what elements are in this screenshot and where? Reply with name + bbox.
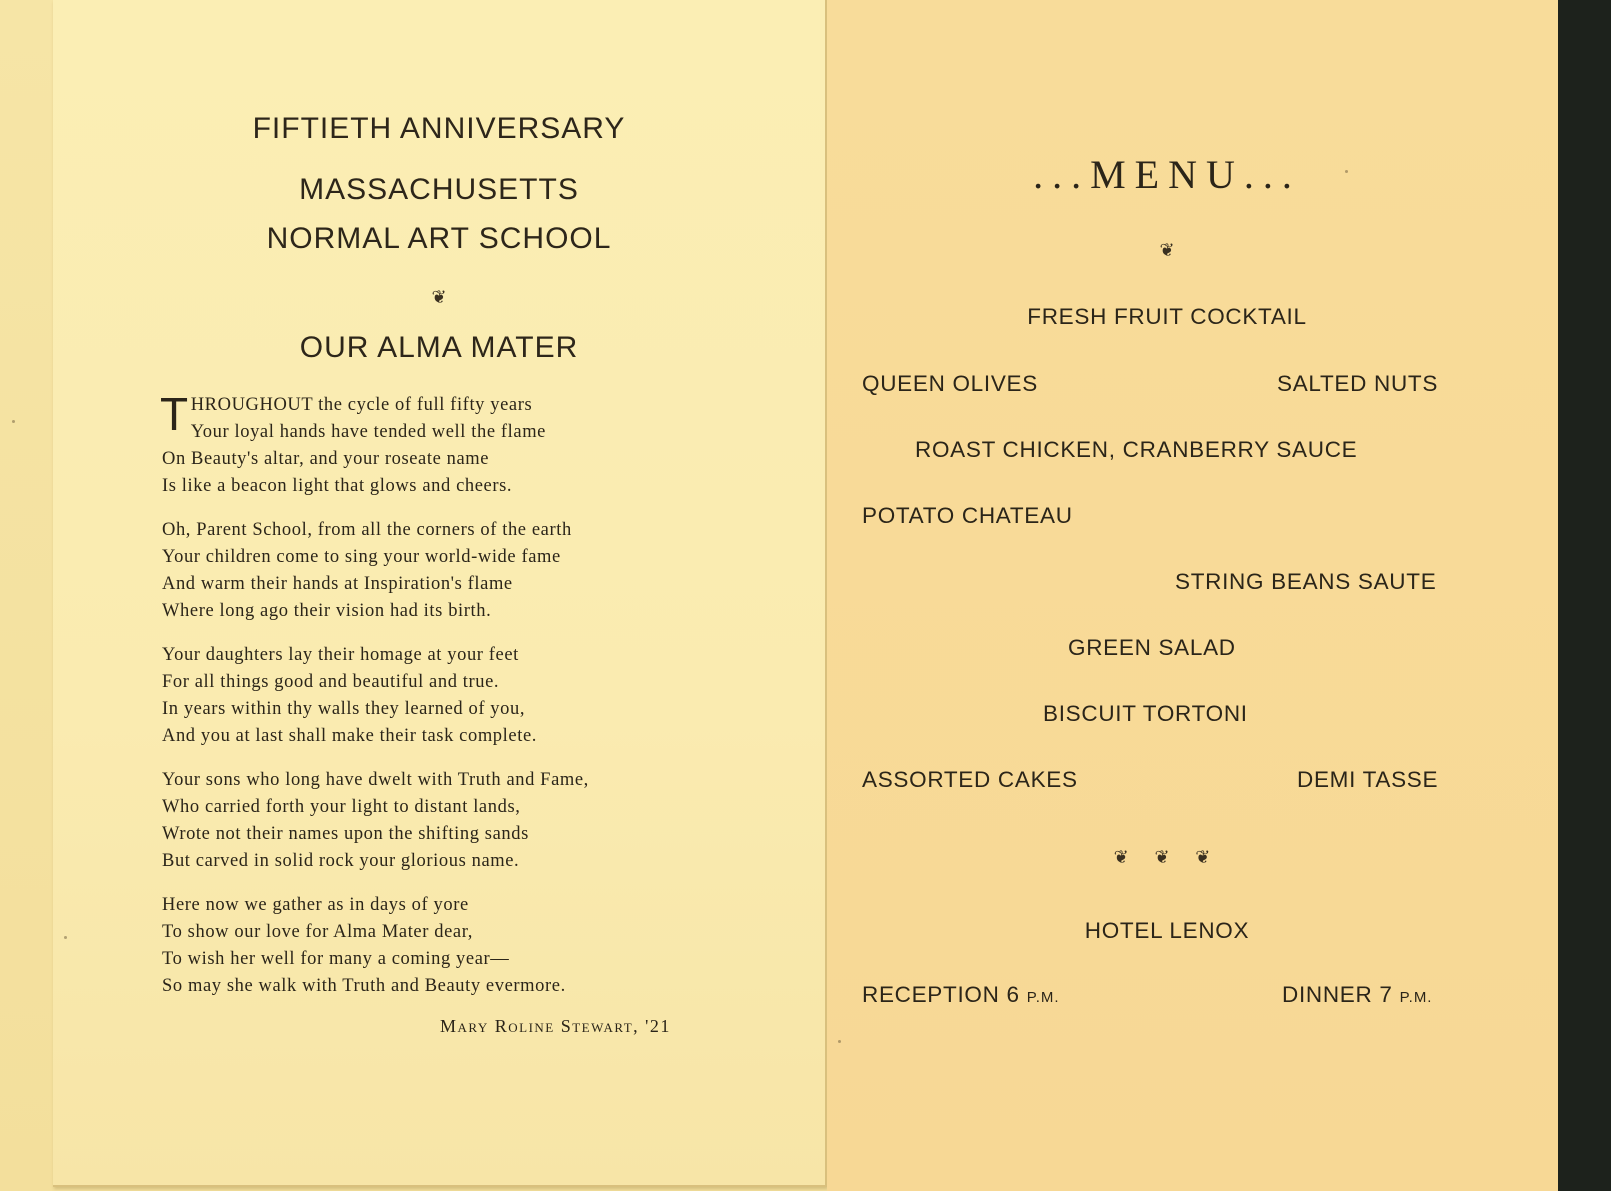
drop-cap: T (160, 388, 189, 440)
menu-item-fruit-cocktail: FRESH FRUIT COCKTAIL (1027, 304, 1307, 329)
dinner-pm: P.M. (1399, 989, 1433, 1006)
poem-line: Your loyal hands have tended well the flame (190, 422, 546, 442)
poem-line: HROUGHOUT the cycle of full fifty years (190, 395, 533, 415)
poem-line: Where long ago their vision had its birth. (162, 601, 492, 621)
scan-speck (1345, 170, 1348, 173)
poem-title: OUR ALMA MATER (299, 331, 579, 364)
poem-line: To show our love for Alma Mater dear, (162, 922, 473, 942)
poem-line: So may she walk with Truth and Beauty evermore. (162, 976, 566, 996)
ornament-icon: ❦ (431, 287, 447, 308)
poem-line: Is like a beacon light that glows and cheers. (162, 476, 513, 496)
ornament-icon: ❦ (1159, 240, 1175, 261)
stanza (162, 642, 732, 750)
poem-line: And you at last shall make their task complete. (162, 726, 537, 746)
poem-line: Your sons who long have dwelt with Truth and Fame, (162, 770, 589, 790)
poem-line: Who carried forth your light to distant lands, (162, 797, 521, 817)
scan-speck (12, 420, 15, 423)
stanza (160, 388, 732, 500)
menu-item-assorted-cakes: ASSORTED CAKES (862, 767, 1078, 792)
menu-item-salted-nuts: SALTED NUTS (1277, 371, 1439, 396)
poem-line: And warm their hands at Inspiration's flame (162, 574, 513, 594)
scan-speck (64, 936, 67, 939)
heading-normal-art-school: NORMAL ART SCHOOL (266, 222, 612, 255)
poem-line: Your children come to sing your world-wide fame (162, 547, 561, 567)
poem (160, 388, 732, 1017)
dinner-time (1282, 982, 1432, 1008)
reception-label: RECEPTION 6 (862, 982, 1020, 1007)
reception-pm: P.M. (1026, 989, 1060, 1006)
heading-fiftieth-anniversary: FIFTIETH ANNIVERSARY (252, 112, 626, 145)
menu-item-potato-chateau: POTATO CHATEAU (862, 503, 1073, 528)
heading-massachusetts: MASSACHUSETTS (299, 173, 579, 206)
poem-line: To wish her well for many a coming year— (162, 949, 510, 969)
menu-item-queen-olives: QUEEN OLIVES (862, 371, 1038, 396)
poem-line: Your daughters lay their homage at your feet (162, 645, 519, 665)
reception-time (862, 982, 1060, 1008)
menu-item-demi-tasse: DEMI TASSE (1297, 767, 1439, 792)
poem-line: For all things good and beautiful and true. (162, 672, 500, 692)
scan-speck (838, 1040, 841, 1043)
stanza (162, 517, 732, 625)
poem-line: But carved in solid rock your glorious name. (162, 851, 520, 871)
poem-line: Wrote not their names upon the shifting sands (162, 824, 529, 844)
menu-item-string-beans: STRING BEANS SAUTE (1175, 569, 1437, 594)
menu-item-roast-chicken: ROAST CHICKEN, CRANBERRY SAUCE (915, 437, 1358, 462)
poem-line: In years within thy walls they learned of you, (162, 699, 526, 719)
dark-background-edge (1558, 0, 1611, 1191)
stanza (162, 767, 732, 875)
menu-title: ...MENU... (1033, 152, 1301, 197)
dinner-label: DINNER 7 (1282, 982, 1393, 1007)
poem-author: Mary Roline Stewart, '21 (440, 1016, 671, 1036)
menu-item-green-salad: GREEN SALAD (1068, 635, 1236, 660)
poem-line: Oh, Parent School, from all the corners of the earth (162, 520, 572, 540)
poem-line: On Beauty's altar, and your roseate name (162, 449, 490, 469)
venue-name: HOTEL LENOX (1084, 918, 1250, 943)
stanza (162, 892, 732, 1000)
poem-line: Here now we gather as in days of yore (162, 895, 469, 915)
ornament-row-icon: ❦ ❦ ❦ (1113, 847, 1221, 868)
menu-item-biscuit-tortoni: BISCUIT TORTONI (1043, 701, 1248, 726)
